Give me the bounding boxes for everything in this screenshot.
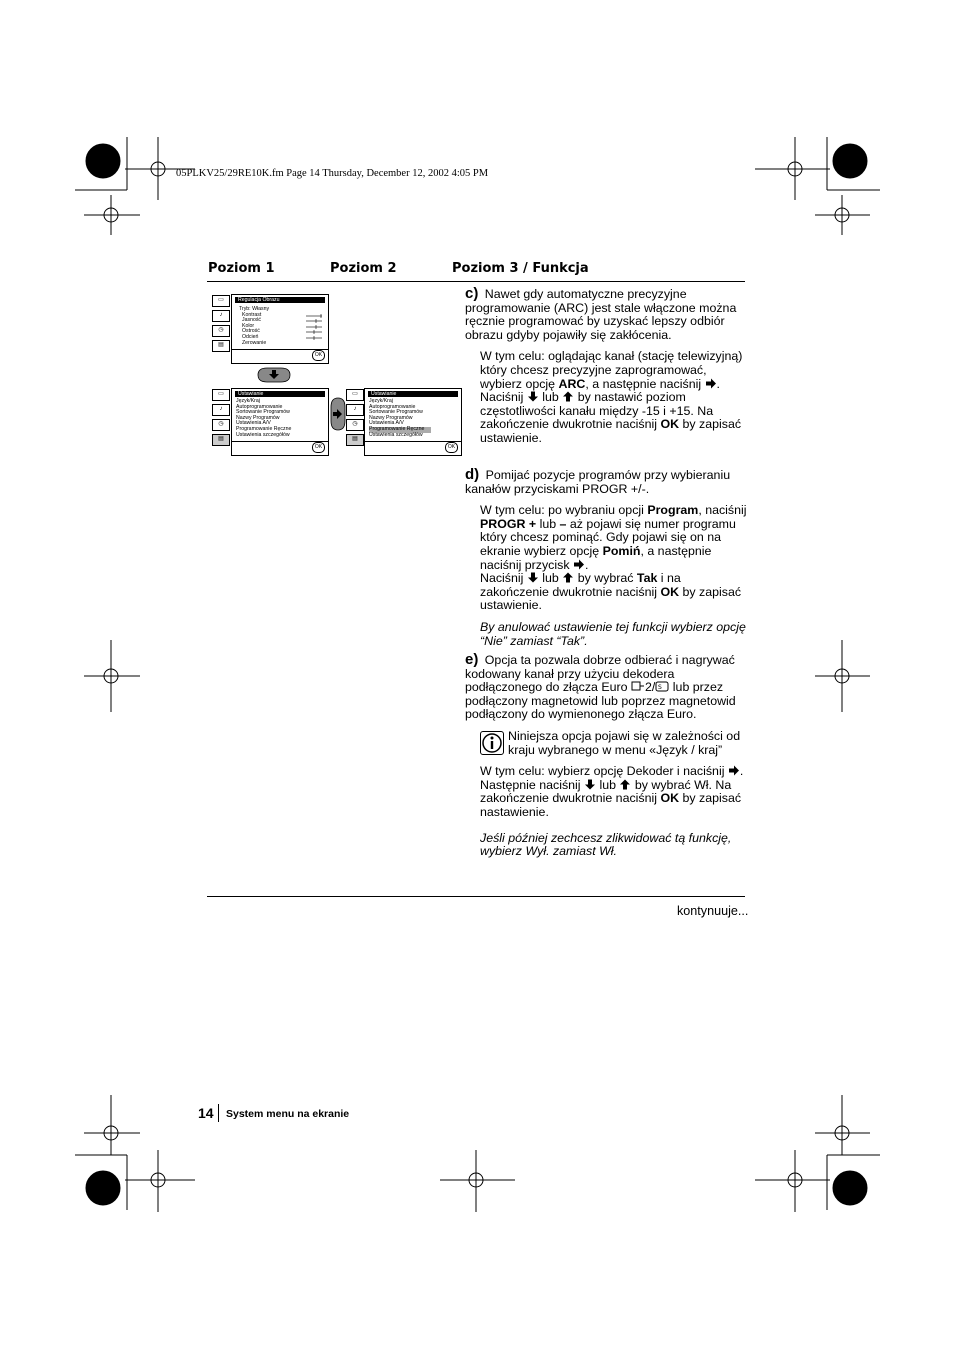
ok-button-icon: OK [312,350,325,361]
menu2-item: Język/Kraj [236,398,260,404]
menu1-title: Regulacja Obrazu [235,297,325,303]
info-note [480,730,750,757]
menu3-item: Ustawienia szczegółów [369,431,423,438]
footer-rule [207,896,745,897]
level-1-header: Poziom 1 [208,261,275,276]
up-arrow-icon [562,391,574,402]
picture-icon: ▭ [346,389,364,401]
menu3-title: Ustawianie [368,391,458,397]
up-arrow-icon [619,779,631,790]
level-2-header: Poziom 2 [330,261,397,276]
menu1-icons [212,295,230,355]
sound-icon: ♪ [212,404,230,416]
section-e-note: Jeśli później zechcesz zlikwidować tą funkcję, wybierz Wył. zamiast Wł. [480,830,732,859]
right-arrow-icon [573,559,585,570]
menu3-item-highlighted: Programowanie Ręczne [369,427,431,433]
menu-setup-level2 [231,388,329,456]
ok-button-icon: OK [312,442,325,453]
menu2-item: Autoprogramowanie [236,403,283,410]
section-d-mark: d) [465,466,480,483]
setup-icon: ▤ [346,434,364,446]
section-c-paragraph-1: Nawet gdy automatyczne precyzyjne programowanie (ARC) jest stale włączone można ręcznie programować by uzyskać lepszy odbiór obrazu gdyby pojawiły się zakłócenia. [465,287,737,342]
menu1-item: Jasność [242,317,262,324]
info-note-text: Niniejsza opcja pojawi się w zależności od kraju wybranego w menu «Język / kraj” [508,728,741,757]
section-c-mark: c) [465,285,479,302]
down-arrow-icon [527,572,539,583]
level-3-header: Poziom 3 / Funkcja [452,261,589,276]
menu2-item: Sortowanie Programów [236,409,290,416]
timer-icon: ◷ [212,419,230,431]
continue-text: kontynuuje... [677,904,749,918]
section-e-mark: e) [465,651,479,668]
menu2-icons [212,389,230,449]
section-c-paragraph-2: W tym celu: oglądając kanał (stację telewizyjną) który chcesz precyzyjne zaprogramować, wybierz opcję ARC, a następnie naciśnij . Naciśnij lub by nastawić poziom częstotliwości kanału między -15 i +15. Na zakończenie dwukrotnie naciśnij OK by zapisać ustawienie. [480,349,743,445]
section-e [465,653,750,859]
up-arrow-icon [562,572,574,583]
svg-text:S: S [658,684,663,692]
menu-picture-adjust [231,294,329,364]
header-rule [207,281,745,282]
timer-icon: ◷ [346,419,364,431]
menu3-icons [346,389,364,449]
down-arrow-icon [584,779,596,790]
menu1-item: Ostrość [242,328,260,335]
menu3-item: Nazwy Programów [369,414,413,421]
menu2-title: Ustawianie [235,391,325,397]
setup-icon: ▤ [212,434,230,446]
right-arrow-button-icon [330,396,346,432]
section-title: System menu na ekranie [226,1108,350,1120]
right-arrow-icon [728,765,740,776]
timer-icon: ◷ [212,325,230,337]
file-header: 05PLKV25/29RE10K.fm Page 14 Thursday, December 12, 2002 4:05 PM [176,168,489,179]
menu3-item: Autoprogramowanie [369,403,416,410]
menu1-item: Tryb: Własny [239,306,270,312]
menu1-item: Kolor [242,322,255,329]
menu1-item: Zerowanie [242,339,267,346]
menu3-item: Język/Kraj [369,398,393,404]
picture-icon: ▭ [212,389,230,401]
menu2-item: Programowanie Ręczne [236,425,292,432]
slider-bars [304,310,324,344]
picture-icon: ▭ [212,295,230,307]
menu-setup-level3 [364,388,462,456]
down-arrow-icon [527,391,539,402]
ok-button-icon: OK [445,442,458,453]
section-c [465,287,750,446]
menu2-item: Nazwy Programów [236,414,280,421]
menu3-item: Sortowanie Programów [369,409,423,416]
menu1-item: Kontrast [242,311,262,318]
page-number: 14 [198,1105,214,1121]
sound-icon: ♪ [212,310,230,322]
menu2-item: Ustawienia A/V [236,420,271,427]
menu1-item: Odcień [242,333,259,340]
section-d-paragraph-1: Pomijać pozycje programów przy wybieraniu kanałów przyciskami PROGR +/-. [465,468,731,496]
scart-icon [655,681,669,692]
page-number-divider [218,1104,219,1122]
info-icon [480,731,504,755]
section-d [465,468,750,648]
section-d-paragraph-2: W tym celu: po wybraniu opcji Program, naciśnij PROGR + lub – aż pojawi się numer programu który chcesz pominąć. Gdy pojawi się on na ekranie wybierz opcję Pomiń, a następnie naciśnij przycisk . Naciśnij lub by wybrać Tak i na zakończenie dwukrotnie naciśnij OK by zapisać ustawienie. [480,503,747,613]
setup-icon: ▤ [212,340,230,352]
menu3-item: Ustawienia A/V [369,420,404,427]
sound-icon: ♪ [346,404,364,416]
euro-connector-icon [631,681,645,692]
section-e-paragraph-2: W tym celu: wybierz opcję Dekoder i naciśnij . Następnie naciśnij lub by wybrać Wł. Na zakończenie dwukrotnie naciśnij OK by zapisać nastawienie. [480,764,744,819]
section-e-paragraph-1: Opcja ta pozwala dobrze odbierać i nagrywać kodowany kanał przy użyciu dekodera podłączonego do złącza Euro 2/ S lub przez podłączony magnetowid lub poprzez magnetowid podłączony do wymienonego złącza Euro. [465,653,736,722]
menu2-item: Ustawienia szczegółów [236,431,290,438]
down-arrow-button-icon [255,367,293,383]
section-d-note: By anulować ustawienie tej funkcji wybierz opcję “Nie” zamiast “Tak”. [480,619,746,648]
right-arrow-icon [705,378,717,389]
